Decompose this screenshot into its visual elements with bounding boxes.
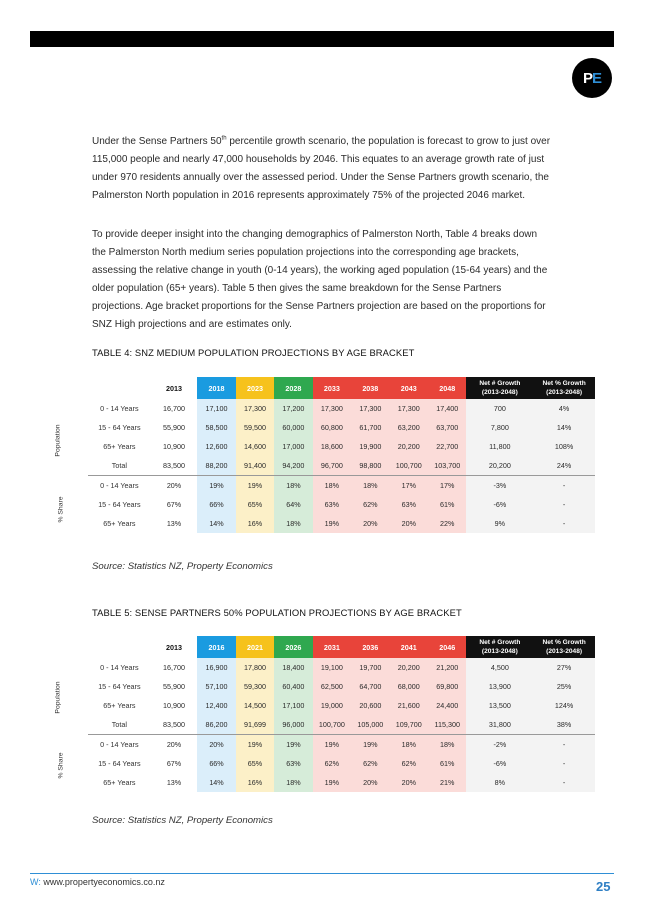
table-cell: 58,500 [197,418,235,437]
table-cell: 68,000 [390,677,428,696]
insight-paragraph: To provide deeper insight into the changing demographics of Palmerston North, Table 4 breaks down the Palmerston North medium series population projections into the corresponding age brackets, assessing the relative change in youth (0-14 years), the working aged population (15-64 years) and the older population (65+ years). Table 5 then gives the same breakdown for the Sense Partners projections. Age bracket proportions for the Sense Partners projection are based on the proportions for SNZ High projections and are estimates only. [92,229,548,330]
table-cell: 19,900 [351,437,389,456]
table-cell: 16% [236,514,274,533]
row-label: 65+ Years [103,778,136,787]
table-cell: 61% [428,754,466,773]
table-cell: 22% [428,514,466,533]
table-cell: 17,300 [390,399,428,418]
table-cell: 91,699 [236,715,274,735]
table-cell: 17% [428,476,466,496]
table-cell: 20% [351,773,389,792]
table-cell: 66% [197,495,235,514]
table-cell: 19,000 [313,696,351,715]
table-cell: 18,600 [313,437,351,456]
table-row [88,399,595,418]
table-cell: 55,900 [163,682,185,691]
table-cell: 13% [166,778,182,787]
table-cell: 19% [236,476,274,496]
table-cell: 12,600 [197,437,235,456]
table-cell: 17,200 [274,399,312,418]
net-growth-percent-header: Net % Growth (2013-2048) [533,377,595,399]
table-cell: 62,500 [313,677,351,696]
table-cell: 69,800 [428,677,466,696]
table-cell: 103,700 [428,456,466,476]
table-cell: 17% [390,476,428,496]
table-cell: 18% [351,476,389,496]
net-growth-percent-cell: 38% [533,715,595,735]
table-cell: 19,700 [351,658,389,677]
table-header-row [88,377,595,399]
table-cell: 59,500 [236,418,274,437]
table-row [88,476,595,496]
table-cell: 19,100 [313,658,351,677]
table-cell: 60,400 [274,677,312,696]
year-header: 2026 [274,636,312,658]
table-cell: 98,800 [351,456,389,476]
table-cell: 17,800 [236,658,274,677]
net-growth-percent-cell: 24% [533,456,595,476]
table-cell: 100,700 [390,456,428,476]
table-cell: 17,300 [351,399,389,418]
table-cell: 20% [390,514,428,533]
table-row [88,437,595,456]
table-cell: 60,000 [274,418,312,437]
header-corner [88,377,151,399]
table-cell: 83,500 [163,461,185,470]
table-cell: 100,700 [313,715,351,735]
table-cell: 18% [274,514,312,533]
row-label: Total [111,461,127,470]
table5-share-label: % Share [57,752,65,779]
table4-source: Source: Statistics NZ, Property Economics [92,561,273,572]
row-label: 15 - 64 Years [98,682,141,691]
net-growth-percent-cell: 14% [533,418,595,437]
table4-population-label: Population [54,424,62,457]
net-growth-number-cell: 31,800 [466,715,533,735]
table-row [88,696,595,715]
table-cell: 62% [351,754,389,773]
table-cell: 21,200 [428,658,466,677]
table-cell: 88,200 [197,456,235,476]
net-growth-percent-cell: - [533,476,595,496]
year-header: 2013 [166,383,182,393]
table-row [88,677,595,696]
table4-share-label: % Share [57,496,65,523]
footer-website[interactable]: W: www.propertyeconomics.co.nz [30,877,165,887]
table-cell: 67% [166,500,182,509]
table5 [88,636,595,792]
table-row [88,495,595,514]
table-cell: 86,200 [197,715,235,735]
net-growth-percent-cell: 25% [533,677,595,696]
table-cell: 13% [166,519,182,528]
table-cell: 16,700 [163,663,185,672]
table-cell: 64,700 [351,677,389,696]
row-label: 15 - 64 Years [98,500,141,509]
year-header: 2046 [428,636,466,658]
table-cell: 63% [390,495,428,514]
table-cell: 20% [390,773,428,792]
net-growth-number-cell: 13,900 [466,677,533,696]
table-cell: 65% [236,495,274,514]
row-label: 65+ Years [103,519,136,528]
table-cell: 16,900 [197,658,235,677]
net-growth-number-cell: 11,800 [466,437,533,456]
table-cell: 62% [390,754,428,773]
table4 [88,377,595,533]
table-cell: 61,700 [351,418,389,437]
intro-paragraph: Under the Sense Partners 50th percentile growth scenario, the population is forecast to grow to just over 115,000 people and nearly 47,000 households by 2046. This equates to an average growth rate of just under 970 residents annually over the assessed period. Under the Sense Partners growth scenario, the Palmerston North population in 2016 represents approximately 75% of the projected 2046 market. [92,135,551,201]
net-growth-percent-cell: - [533,754,595,773]
row-label: Total [111,720,127,729]
net-growth-percent-cell: - [533,495,595,514]
table-cell: 66% [197,754,235,773]
net-growth-percent-cell: - [533,773,595,792]
table-cell: 96,000 [274,715,312,735]
table-row [88,715,595,735]
table-cell: 17,300 [236,399,274,418]
table-row [88,456,595,476]
table-cell: 96,700 [313,456,351,476]
year-header: 2043 [390,377,428,399]
net-growth-percent-cell: 4% [533,399,595,418]
table-cell: 65% [236,754,274,773]
table-cell: 20,200 [390,658,428,677]
table-cell: 17,000 [274,437,312,456]
net-growth-number-cell: -6% [466,754,533,773]
row-label: 0 - 14 Years [88,735,151,755]
row-label: 65+ Years [103,701,136,710]
table-row [88,658,595,677]
table-cell: 60,800 [313,418,351,437]
year-header: 2033 [313,377,351,399]
year-header: 2038 [351,377,389,399]
table-cell: 14,500 [236,696,274,715]
table-cell: 16% [236,773,274,792]
net-growth-number-cell: 20,200 [466,456,533,476]
net-growth-percent-cell: - [533,735,595,755]
year-header: 2031 [313,636,351,658]
table-cell: 17,300 [313,399,351,418]
year-header: 2018 [197,377,235,399]
table-row [88,418,595,437]
table-cell: 19% [313,773,351,792]
table-cell: 63,200 [390,418,428,437]
table-row [88,754,595,773]
table-cell: 24,400 [428,696,466,715]
table4-title: TABLE 4: SNZ MEDIUM POPULATION PROJECTIONS BY AGE BRACKET [92,347,415,358]
table-cell: 19% [313,514,351,533]
table-cell: 18% [428,735,466,755]
table-cell: 105,000 [351,715,389,735]
net-growth-number-cell: 13,500 [466,696,533,715]
table-cell: 94,200 [274,456,312,476]
table-cell: 91,400 [236,456,274,476]
table-cell: 21,600 [390,696,428,715]
table-cell: 22,700 [428,437,466,456]
table-cell: 67% [166,759,182,768]
table-cell: 17,100 [274,696,312,715]
table-cell: 64% [274,495,312,514]
table-cell: 61% [428,495,466,514]
year-header: 2048 [428,377,466,399]
table-cell: 20,600 [351,696,389,715]
net-growth-percent-cell: 108% [533,437,595,456]
row-label: 0 - 14 Years [88,476,151,496]
table-cell: 62% [313,754,351,773]
table-cell: 20% [151,735,198,755]
table-cell: 20,200 [390,437,428,456]
table5-source: Source: Statistics NZ, Property Economics [92,815,273,826]
footer-divider [30,873,614,874]
net-growth-number-cell: 8% [466,773,533,792]
table-cell: 62% [351,495,389,514]
year-header: 2036 [351,636,389,658]
year-header: 2023 [236,377,274,399]
property-economics-logo: PE [572,58,612,98]
year-header: 2016 [197,636,235,658]
table-cell: 19% [197,476,235,496]
table-cell: 18,400 [274,658,312,677]
table5-population-label: Population [54,681,62,714]
net-growth-number-cell: 7,800 [466,418,533,437]
table-cell: 19% [351,735,389,755]
net-growth-percent-header: Net % Growth (2013-2048) [533,636,595,658]
net-growth-number-cell: 700 [466,399,533,418]
table-cell: 18% [274,773,312,792]
table-cell: 20% [197,735,235,755]
table-row [88,735,595,755]
table-cell: 109,700 [390,715,428,735]
row-label: 0 - 14 Years [100,663,139,672]
net-growth-number-header: Net # Growth (2013-2048) [466,636,533,658]
table-cell: 16,700 [163,404,185,413]
header-corner [88,636,151,658]
table-cell: 21% [428,773,466,792]
net-growth-percent-cell: - [533,514,595,533]
table-cell: 83,500 [163,720,185,729]
table-cell: 19% [236,735,274,755]
table-cell: 18% [390,735,428,755]
table-cell: 63% [313,495,351,514]
table-cell: 20% [351,514,389,533]
table-header-row [88,636,595,658]
page-number: 25 [596,879,611,894]
table-cell: 12,400 [197,696,235,715]
table-cell: 19% [313,735,351,755]
year-header: 2021 [236,636,274,658]
table-cell: 63,700 [428,418,466,437]
table-cell: 18% [313,476,351,496]
net-growth-number-cell: 9% [466,514,533,533]
row-label: 15 - 64 Years [98,423,141,432]
table-cell: 10,900 [163,701,185,710]
row-label: 65+ Years [103,442,136,451]
table-cell: 19% [274,735,312,755]
table-cell: 18% [274,476,312,496]
table-cell: 10,900 [163,442,185,451]
table-cell: 63% [274,754,312,773]
table-row [88,514,595,533]
table-cell: 14% [197,514,235,533]
table-row [88,773,595,792]
table-cell: 14,600 [236,437,274,456]
net-growth-number-cell: 4,500 [466,658,533,677]
net-growth-number-cell: -3% [466,476,533,496]
net-growth-number-header: Net # Growth (2013-2048) [466,377,533,399]
year-header: 2013 [166,642,182,652]
row-label: 15 - 64 Years [98,759,141,768]
net-growth-percent-cell: 124% [533,696,595,715]
net-growth-number-cell: -2% [466,735,533,755]
table-cell: 55,900 [163,423,185,432]
table-cell: 17,400 [428,399,466,418]
table-cell: 57,100 [197,677,235,696]
table-cell: 59,300 [236,677,274,696]
table5-title: TABLE 5: SENSE PARTNERS 50% POPULATION PROJECTIONS BY AGE BRACKET [92,607,462,618]
header-bar [30,31,614,47]
net-growth-number-cell: -6% [466,495,533,514]
year-header: 2028 [274,377,312,399]
table-cell: 20% [151,476,198,496]
year-header: 2041 [390,636,428,658]
row-label: 0 - 14 Years [100,404,139,413]
net-growth-percent-cell: 27% [533,658,595,677]
table-cell: 115,300 [428,715,466,735]
table-cell: 14% [197,773,235,792]
table-cell: 17,100 [197,399,235,418]
